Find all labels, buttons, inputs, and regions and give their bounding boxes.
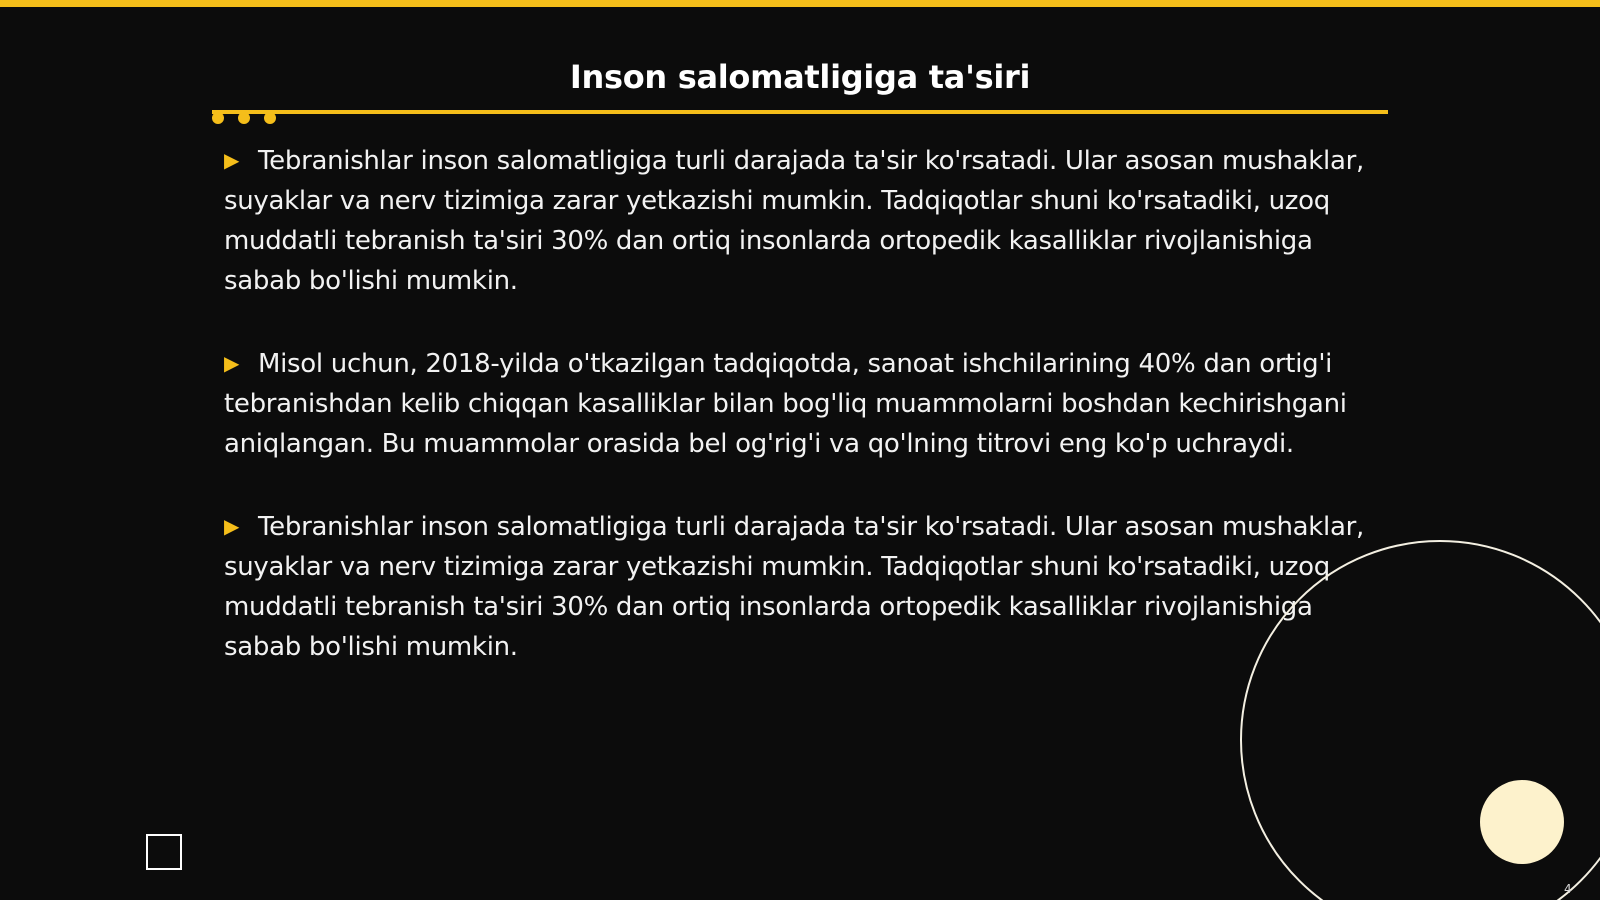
bullet-item — [224, 140, 1364, 301]
decorative-square — [146, 834, 182, 870]
top-accent-bar — [0, 0, 1600, 7]
decorative-dot — [212, 112, 224, 124]
decorative-sun-circle — [1480, 780, 1564, 864]
play-triangle-icon: ▶ — [224, 351, 240, 375]
title-underline — [212, 110, 1388, 114]
bullet-text: Misol uchun, 2018-yilda o'tkazilgan tadqiqotda, sanoat ishchilarining 40% dan ortig'i tebranishdan kelib chiqqan kasalliklar bilan bog'liq muammolarni boshdan kechirishgani aniqlangan. Bu muammolar orasida bel og'rig'i va qo'lning titrovi eng ko'p uchraydi. — [224, 349, 1347, 459]
slide-title: Inson salomatligiga ta'siri — [569, 58, 1031, 96]
bullet-text: Tebranishlar inson salomatligiga turli darajada ta'sir ko'rsatadi. Ular asosan mushaklar, suyaklar va nerv tizimiga zarar yetkazishi mumkin. Tadqiqotlar shuni ko'rsatadiki, uzoq muddatli tebranish ta'siri 30% dan ortiq insonlarda ortopedik kasalliklar rivojlanishiga sabab bo'lishi mumkin. — [224, 146, 1364, 296]
bullet-item — [224, 506, 1364, 667]
bullet-text: Tebranishlar inson salomatligiga turli darajada ta'sir ko'rsatadi. Ular asosan mushaklar, suyaklar va nerv tizimiga zarar yetkazishi mumkin. Tadqiqotlar shuni ko'rsatadiki, uzoq muddatli tebranish ta'siri 30% dan ortiq insonlarda ortopedik kasalliklar rivojlanishiga sabab bo'lishi mumkin. — [224, 512, 1364, 662]
page-number: 4 — [1564, 882, 1572, 896]
bullet-item — [224, 343, 1364, 464]
decorative-dot — [264, 112, 276, 124]
decorative-dot — [238, 112, 250, 124]
play-triangle-icon: ▶ — [224, 148, 240, 172]
bullet-list — [224, 140, 1364, 709]
play-triangle-icon: ▶ — [224, 514, 240, 538]
